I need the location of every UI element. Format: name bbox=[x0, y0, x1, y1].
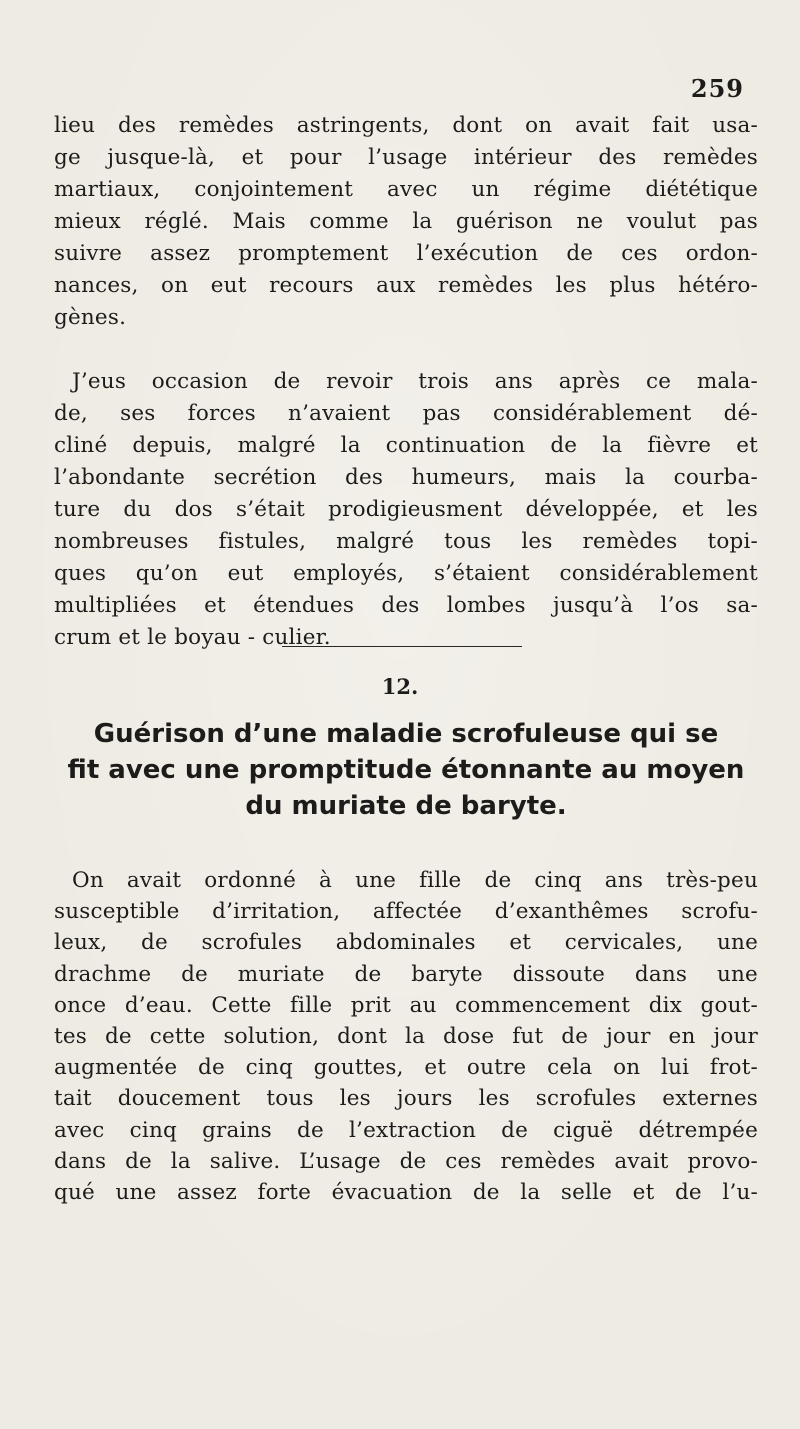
paragraph-1 bbox=[54, 110, 758, 334]
text-line: nances, on eut recours aux remèdes les plus hétéro- bbox=[54, 273, 758, 298]
section-divider bbox=[282, 646, 522, 647]
text-line: drachme de muriate de baryte dissoute dans une bbox=[54, 961, 758, 987]
text-line: tait doucement tous les jours les scrofules externes bbox=[54, 1086, 758, 1112]
section-number: 12. bbox=[381, 674, 419, 699]
text-line: crum et le boyau - culier. bbox=[54, 625, 331, 650]
heading-line: Guérison d’une maladie scrofuleuse qui se bbox=[93, 719, 719, 749]
text-line: ture du dos s’était prodigieusment développée, et les bbox=[54, 497, 758, 522]
text-line: avec cinq grains de l’extraction de ciguë détrempée bbox=[54, 1117, 758, 1143]
heading-line: du muriate de baryte. bbox=[245, 791, 567, 821]
text-line: nombreuses fistules, malgré tous les remèdes topi- bbox=[54, 529, 758, 554]
text-line: ge jusque-là, et pour l’usage intérieur des remèdes bbox=[54, 145, 758, 170]
text-line: mieux réglé. Mais comme la guérison ne voulut pas bbox=[54, 209, 758, 234]
text-line: gènes. bbox=[54, 305, 127, 330]
text-line: On avait ordonné à une fille de cinq ans très-peu bbox=[72, 868, 758, 893]
text-line: qué une assez forte évacuation de la selle et de l’u- bbox=[54, 1179, 758, 1205]
paragraph-3 bbox=[54, 865, 758, 1208]
text-line: susceptible d’irritation, affectée d’exanthêmes scrofu- bbox=[54, 899, 758, 925]
text-line: multipliées et étendues des lombes jusqu’à l’os sa- bbox=[54, 593, 758, 618]
text-line: lieu des remèdes astringents, dont on avait fait usa- bbox=[54, 113, 758, 138]
page-number: 259 bbox=[690, 74, 744, 103]
text-line: augmentée de cinq gouttes, et outre cela on lui frot- bbox=[54, 1055, 758, 1081]
section-heading bbox=[54, 716, 758, 824]
text-line: de, ses forces n’avaient pas considérablement dé- bbox=[54, 401, 758, 426]
text-line: l’abondante secrétion des humeurs, mais la courba- bbox=[54, 465, 758, 490]
text-line: once d’eau. Cette fille prit au commencement dix gout- bbox=[54, 992, 758, 1018]
paragraph-2 bbox=[54, 366, 758, 654]
text-line: martiaux, conjointement avec un régime diététique bbox=[54, 177, 758, 202]
text-line: cliné depuis, malgré la continuation de la fièvre et bbox=[54, 433, 758, 458]
text-line: suivre assez promptement l’exécution de ces ordon- bbox=[54, 241, 758, 266]
text-line: tes de cette solution, dont la dose fut de jour en jour bbox=[54, 1023, 758, 1049]
text-line: leux, de scrofules abdominales et cervicales, une bbox=[54, 930, 758, 956]
heading-line: fit avec une promptitude étonnante au moyen bbox=[67, 755, 745, 785]
text-line: dans de la salive. L’usage de ces remèdes avait provo- bbox=[54, 1148, 758, 1174]
text-line: ques qu’on eut employés, s’étaient considérablement bbox=[54, 561, 758, 586]
text-line: J’eus occasion de revoir trois ans après ce mala- bbox=[72, 369, 758, 394]
